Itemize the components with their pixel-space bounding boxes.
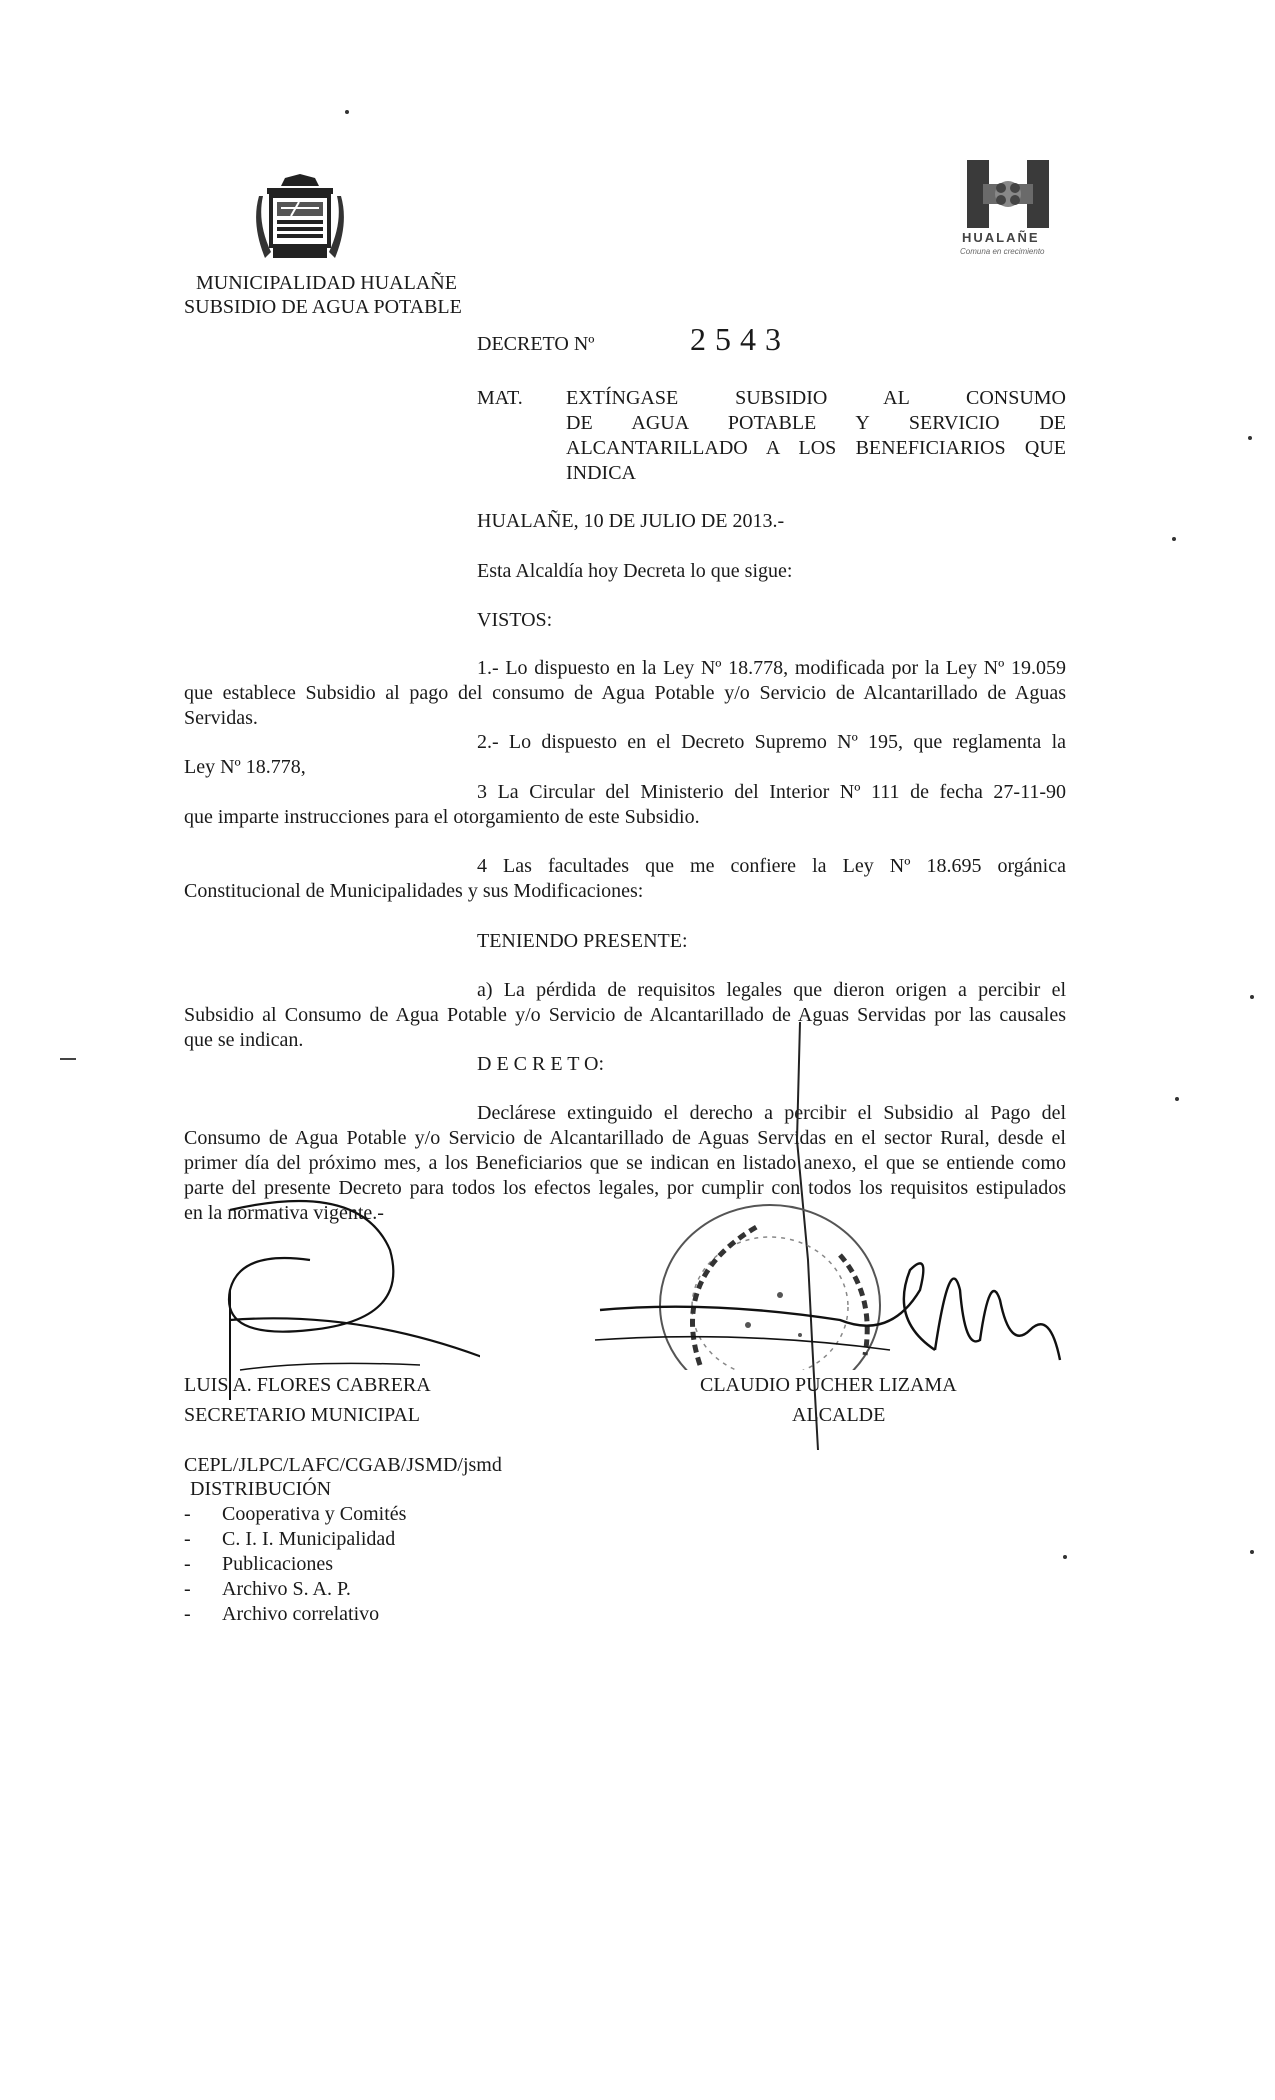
decree-number: 2543 — [690, 321, 790, 357]
secretary-title: SECRETARIO MUNICIPAL — [184, 1404, 421, 1426]
department-name: SUBSIDIO DE AGUA POTABLE — [184, 296, 462, 318]
paragraph-line: parte del presente Decreto para todos los efectos legales, por cumplir con todos los requisitos estipulados — [184, 1177, 1066, 1199]
paragraph-line: 4 Las facultades que me confiere la Ley Nº 18.695 orgánica — [477, 855, 1066, 877]
mayor-title: ALCALDE — [792, 1404, 886, 1426]
paragraph-line: que imparte instrucciones para el otorgamiento de este Subsidio. — [184, 806, 700, 828]
list-item: - Archivo correlativo — [184, 1603, 380, 1625]
logo-wordmark: HUALAÑE — [962, 230, 1040, 245]
org-name: MUNICIPALIDAD HUALAÑE — [196, 272, 457, 294]
mat-line: ALCANTARILLADO A LOS BENEFICIARIOS QUE — [566, 437, 1066, 459]
intro-text: Esta Alcaldía hoy Decreta lo que sigue: — [477, 560, 793, 582]
place-date: HUALAÑE, 10 DE JULIO DE 2013.- — [477, 510, 785, 532]
list-item: - Publicaciones — [184, 1553, 334, 1575]
paragraph-line: Declárese extinguido el derecho a percibir el Subsidio al Pago del — [477, 1102, 1066, 1124]
paragraph-line: que establece Subsidio al pago del consumo de Agua Potable y/o Servicio de Alcantarillado de Aguas — [184, 682, 1066, 704]
paragraph-line: que se indican. — [184, 1029, 304, 1051]
secretary-name: LUIS A. FLORES CABRERA — [184, 1374, 431, 1396]
paragraph-line: Constitucional de Municipalidades y sus Modificaciones: — [184, 880, 644, 902]
mat-label: MAT. — [477, 387, 523, 409]
vistos-heading: VISTOS: — [477, 609, 553, 631]
distribution-list — [184, 1502, 406, 1627]
mat-line: EXTÍNGASE SUBSIDIO AL CONSUMO — [566, 387, 1066, 409]
paragraph-line: Servidas. — [184, 707, 258, 729]
distribution-label: DISTRIBUCIÓN — [190, 1478, 332, 1500]
paragraph-line: Consumo de Agua Potable y/o Servicio de Alcantarillado de Aguas Servidas en el sector Rural, desde el — [184, 1127, 1066, 1149]
paragraph-line: 2.- Lo dispuesto en el Decreto Supremo Nº 195, que reglamenta la — [477, 731, 1066, 753]
paragraph-line: Ley Nº 18.778, — [184, 756, 306, 778]
list-item: - C. I. I. Municipalidad — [184, 1528, 396, 1550]
logo-tagline: Comuna en crecimiento — [960, 247, 1045, 256]
list-item: - Archivo S. A. P. — [184, 1578, 351, 1600]
mat-line: DE AGUA POTABLE Y SERVICIO DE — [566, 412, 1066, 434]
mat-line: INDICA — [566, 462, 636, 484]
paragraph-line: 1.- Lo dispuesto en la Ley Nº 18.778, modificada por la Ley Nº 19.059 — [477, 657, 1066, 679]
list-item: - Cooperativa y Comités — [184, 1503, 407, 1525]
decree-label: DECRETO Nº — [477, 333, 595, 355]
paragraph-line: 3 La Circular del Ministerio del Interior Nº 111 de fecha 27-11-90 — [477, 781, 1066, 803]
decreto-heading: D E C R E T O: — [477, 1053, 605, 1075]
paragraph-line: en la normativa vigente.- — [184, 1202, 384, 1224]
mayor-name: CLAUDIO PUCHER LIZAMA — [700, 1374, 957, 1396]
paragraph-line: Subsidio al Consumo de Agua Potable y/o Servicio de Alcantarillado de Aguas Servidas por las causales — [184, 1004, 1066, 1026]
initials-line: CEPL/JLPC/LAFC/CGAB/JSMD/jsmd — [184, 1454, 502, 1476]
paragraph-line: primer día del próximo mes, a los Beneficiarios que se indican en listado anexo, el que se entiende como — [184, 1152, 1066, 1174]
teniendo-heading: TENIENDO PRESENTE: — [477, 930, 688, 952]
paragraph-line: a) La pérdida de requisitos legales que dieron origen a percibir el — [477, 979, 1066, 1001]
